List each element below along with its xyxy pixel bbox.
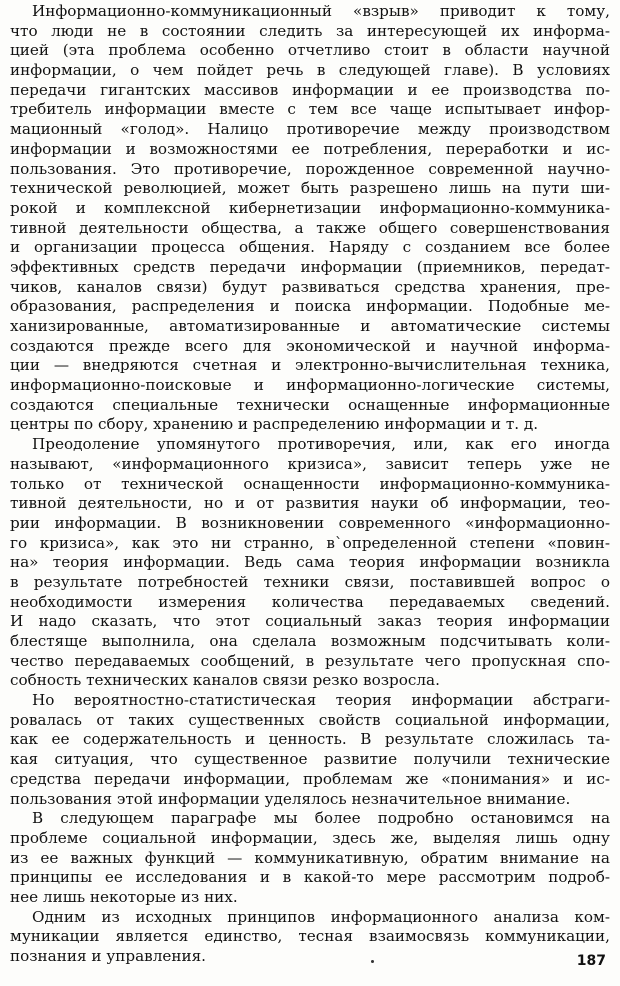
text-line: нее лишь некоторые из них. — [10, 887, 238, 906]
text-line: требитель информации вместе с тем все чаще испытывает инфор- — [10, 100, 610, 119]
text-line: Но вероятностно-статистическая теория информации абстраги- — [32, 691, 610, 710]
text-line: цией (эта проблема особенно отчетливо стоит в области научной — [10, 41, 610, 60]
text-line: эффективных средств передачи информации (приемников, передат- — [10, 257, 610, 276]
page-number: 187 — [576, 953, 606, 969]
text-line: рокой и комплексной кибернетизации информационно-коммуника- — [10, 198, 610, 217]
text-line: информации и возможностями ее потребления, переработки и ис- — [10, 139, 610, 158]
text-line: Одним из исходных принципов информационного анализа ком- — [32, 907, 610, 926]
text-line: создаются прежде всего для экономической и научной информа- — [10, 336, 610, 355]
text-line: что люди не в состоянии следить за интересующей их информа- — [10, 21, 610, 40]
text-line: ровалась от таких существенных свойств социальной информации, — [10, 710, 610, 729]
text-line: мационный «голод». Налицо противоречие между производством — [10, 120, 610, 139]
text-line: принципы ее исследования и в какой-то мере рассмотрим подроб- — [10, 868, 610, 887]
text-line: ции — внедряются счетная и электронно-вычислительная техника, — [10, 356, 610, 375]
text-line: средства передачи информации, проблемам же «понимания» и ис- — [10, 769, 610, 788]
print-speck — [371, 960, 374, 963]
text-line: Преодоление упомянутого противоречия, или, как его иногда — [32, 435, 610, 454]
text-line: называют, «информационного кризиса», зависит теперь уже не — [10, 454, 610, 473]
text-line: центры по сбору, хранению и распределению информации и т. д. — [10, 415, 539, 434]
body-text — [10, 2, 610, 967]
text-line: и организации процесса общения. Наряду с созданием все более — [10, 238, 610, 257]
text-line: передачи гигантских массивов информации и ее производства по- — [10, 80, 610, 99]
text-line: как ее содержательность и ценность. В результате сложилась та- — [10, 730, 610, 749]
text-line: чиков, каналов связи) будут развиваться средства хранения, пре- — [10, 277, 610, 296]
text-line: Информационно-коммуникационный «взрыв» приводит к тому, — [32, 2, 610, 20]
text-line: рии информации. В возникновении современного «информационно- — [10, 513, 610, 532]
text-line: го кризиса», как это ни странно, в`определенной степени «повин- — [10, 533, 610, 552]
text-line: информационно-поисковые и информационно-логические системы, — [10, 376, 610, 395]
text-line: из ее важных функций — коммуникативную, обратим внимание на — [10, 848, 610, 867]
text-line: только от технической оснащенности информационно-коммуника- — [10, 474, 610, 493]
text-line: необходимости измерения количества передаваемых сведений. — [10, 592, 610, 611]
text-line: муникации является единство, тесная взаимосвязь коммуникации, — [10, 927, 610, 946]
text-line: пользования. Это противоречие, порожденное современной научно- — [10, 159, 610, 178]
text-line: на» теория информации. Ведь сама теория информации возникла — [10, 553, 610, 572]
text-line: информации, о чем пойдет речь в следующей главе). В условиях — [10, 61, 610, 80]
text-line: ханизированные, автоматизированные и автоматические системы — [10, 317, 610, 335]
text-line: И надо сказать, что этот социальный заказ теория информации — [10, 612, 610, 631]
text-line: в результате потребностей техники связи, поставившей вопрос о — [10, 572, 610, 591]
text-line: чество передаваемых сообщений, в результате чего пропускная спо- — [10, 651, 610, 670]
text-line: тивной деятельности общества, а также общего совершенствования — [10, 218, 610, 237]
text-line: образования, распределения и поиска информации. Подобные ме- — [10, 297, 610, 316]
text-line: технической революцией, может быть разрешено лишь на пути ши- — [10, 179, 610, 198]
text-line: создаются специальные технически оснащенные информационные — [10, 395, 610, 414]
text-line: проблеме социальной информации, здесь же, выделяя лишь одну — [10, 828, 610, 847]
text-line: кая ситуация, что существенное развитие получили технические — [10, 750, 610, 769]
text-line: познания и управления. — [10, 947, 207, 965]
text-line: пользования этой информации уделялось незначительное внимание. — [10, 789, 571, 808]
text-line: В следующем параграфе мы более подробно остановимся на — [32, 809, 610, 828]
text-line: собность технических каналов связи резко возросла. — [10, 671, 440, 690]
text-line: блестяще выполнила, она сделала возможным подсчитывать коли- — [10, 632, 610, 650]
text-line: тивной деятельности, но и от развития науки об информации, тео- — [10, 494, 610, 513]
